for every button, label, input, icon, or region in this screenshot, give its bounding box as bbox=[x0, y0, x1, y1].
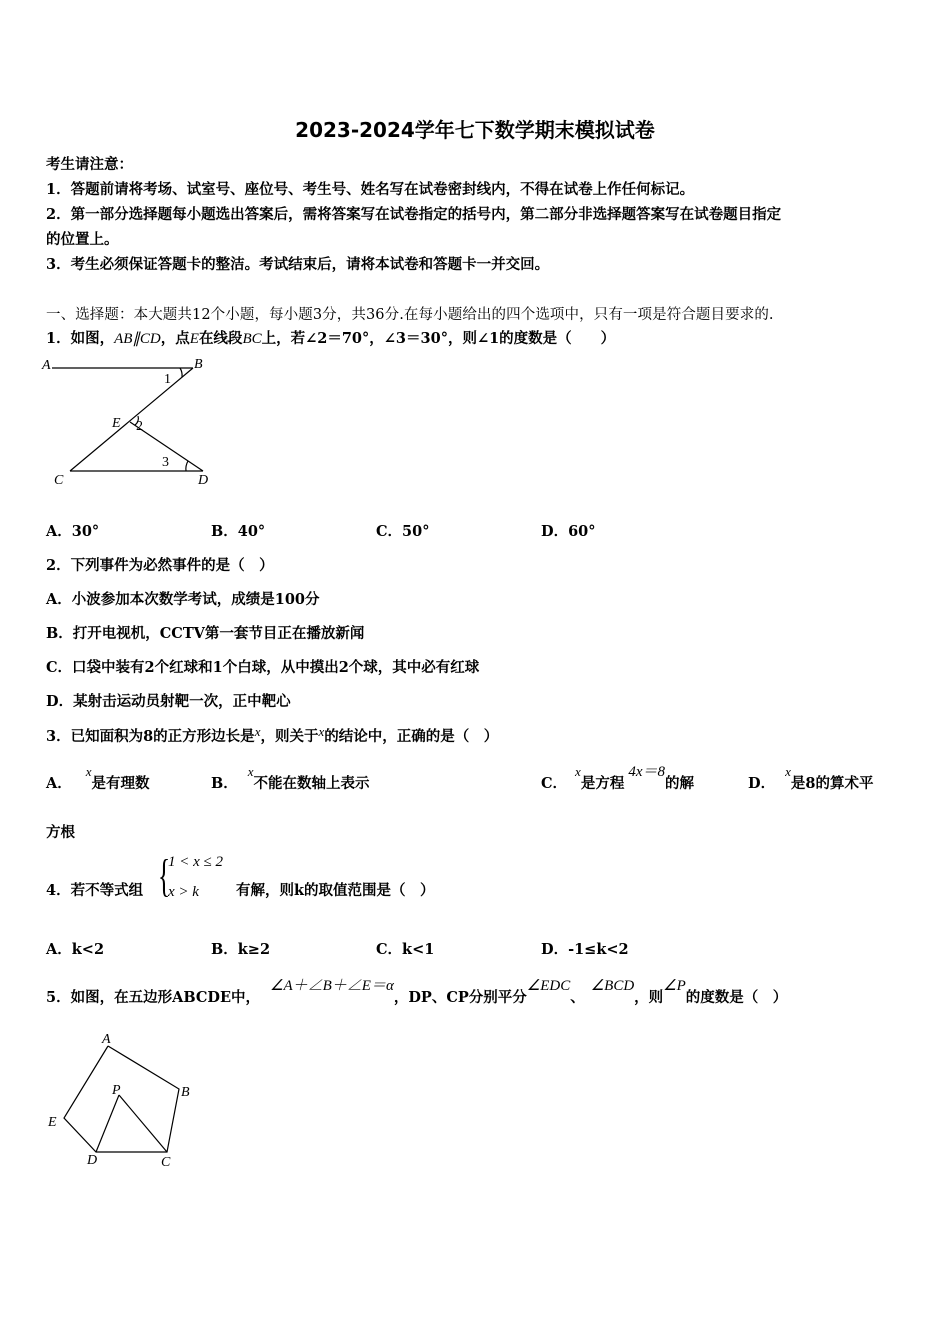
q3-option-c-text: 是方程 bbox=[580, 775, 625, 792]
q5-stem-text: 5．如图，在五边形ABCDE中， bbox=[46, 989, 261, 1006]
pentagon-abcde bbox=[64, 1046, 179, 1152]
q1-option-a[interactable]: A．30° bbox=[46, 523, 100, 540]
q3-option-d-cont: 方根 bbox=[46, 824, 75, 841]
label-e: E bbox=[112, 416, 121, 431]
label-e: E bbox=[48, 1115, 57, 1130]
angle-1-arc bbox=[180, 368, 182, 377]
q5-stem-text: 、 bbox=[570, 989, 585, 1006]
label-a: A bbox=[102, 1032, 111, 1047]
q3-stem-text: ，则关于 bbox=[260, 728, 319, 745]
q3-stem bbox=[46, 725, 498, 746]
q3-option-a-label: A． bbox=[46, 775, 72, 792]
q1-stem-math: E bbox=[189, 331, 199, 347]
label-angle-1: 1 bbox=[164, 372, 171, 387]
q1-stem-text: 在线段 bbox=[198, 330, 243, 347]
q1-option-b[interactable]: B．40° bbox=[211, 523, 266, 540]
q5-stem bbox=[46, 978, 788, 1007]
q2-option-b[interactable]: B．打开电视机，CCTV第一套节目正在播放新闻 bbox=[46, 625, 365, 642]
q3-option-d-label: D． bbox=[748, 775, 776, 792]
q3-option-d-text: 是8的算术平 bbox=[790, 775, 874, 792]
q3-option-c-math: x bbox=[575, 764, 581, 779]
notice-item-2: 2．第一部分选择题每小题选出答案后，需将答案写在试卷指定的括号内，第二部分非选择题答案写在试卷题目指定 bbox=[46, 206, 782, 223]
label-c: C bbox=[54, 473, 64, 488]
section-heading: 一、选择题：本大题共12个小题，每小题3分，共36分.在每小题给出的四个选项中，只有一项是符合题目要求的. bbox=[46, 307, 774, 323]
q4-option-d[interactable]: D．-1≤k<2 bbox=[541, 941, 629, 958]
q5-stem-text: 的度数是（ ） bbox=[685, 989, 788, 1006]
label-d: D bbox=[87, 1153, 98, 1168]
q1-option-d[interactable]: D．60° bbox=[541, 523, 596, 540]
label-p: P bbox=[112, 1083, 121, 1098]
q4-brace: { bbox=[157, 850, 171, 901]
segment-pc bbox=[119, 1095, 167, 1152]
q3-option-d[interactable] bbox=[748, 764, 874, 793]
q2-option-d[interactable]: D．某射击运动员射靶一次，正中靶心 bbox=[46, 693, 291, 710]
q3-option-b-label: B． bbox=[211, 775, 238, 792]
q5-stem-text: ，则 bbox=[634, 989, 664, 1006]
q5-stem-text: ，DP、CP分别平分 bbox=[393, 989, 527, 1006]
q3-option-c-label: C． bbox=[541, 775, 568, 792]
label-b: B bbox=[194, 357, 203, 372]
notice-item-1: 1．答题前请将考场、试室号、座位号、考生号、姓名写在试卷密封线内，不得在试卷上作任何标记。 bbox=[46, 181, 695, 198]
label-angle-3: 3 bbox=[162, 455, 169, 470]
q4-inequality-1: 1 < x ≤ 2 bbox=[168, 854, 224, 870]
q2-stem: 2．下列事件为必然事件的是（ ） bbox=[46, 557, 274, 574]
segment-bc bbox=[70, 368, 193, 471]
q4-option-b[interactable]: B．k≥2 bbox=[211, 941, 271, 958]
q1-stem bbox=[46, 327, 615, 348]
segment-pd bbox=[96, 1095, 119, 1152]
q1-stem-text: 1．如图， bbox=[46, 330, 115, 347]
q3-option-a-text: 是有理数 bbox=[91, 775, 150, 792]
label-b: B bbox=[181, 1085, 190, 1100]
q4-inequality-2: x > k bbox=[168, 884, 199, 900]
angle-3-arc bbox=[186, 461, 188, 471]
notice-item-3: 3．考生必须保证答题卡的整洁。考试结束后，请将本试卷和答题卡一并交回。 bbox=[46, 256, 550, 273]
q3-stem-text: 3．已知面积为8的正方形边长是 bbox=[46, 728, 255, 745]
q3-option-b-math: x bbox=[247, 764, 254, 779]
q1-stem-math: BC bbox=[242, 331, 262, 347]
q3-option-d-math: x bbox=[785, 764, 791, 779]
q3-option-a-math: x bbox=[85, 764, 92, 779]
label-angle-2: 2 bbox=[136, 419, 143, 434]
q3-option-c[interactable] bbox=[541, 764, 694, 793]
q1-figure bbox=[40, 352, 225, 492]
q4-stem-start: 4．若不等式组 bbox=[46, 882, 144, 899]
q3-option-b[interactable] bbox=[211, 764, 370, 793]
q5-angle-edc: ∠EDC bbox=[526, 978, 571, 994]
notice-item-2-cont: 的位置上。 bbox=[46, 231, 119, 248]
q4-option-a[interactable]: A．k<2 bbox=[46, 941, 105, 958]
q1-stem-math: AB∥CD bbox=[114, 331, 161, 347]
label-d: D bbox=[198, 473, 209, 488]
q1-stem-text: ，点 bbox=[160, 330, 190, 347]
q1-option-c[interactable]: C．50° bbox=[376, 523, 430, 540]
q3-option-c-equation: 4x＝8 bbox=[628, 764, 665, 780]
q1-stem-text: 上，若∠2＝70°，∠3＝30°，则∠1的度数是（ ） bbox=[261, 330, 616, 347]
q3-stem-math: x bbox=[254, 724, 261, 739]
q5-figure bbox=[44, 1030, 204, 1175]
q2-option-a[interactable]: A．小波参加本次数学考试，成绩是100分 bbox=[46, 591, 320, 608]
label-c: C bbox=[161, 1155, 171, 1170]
label-a: A bbox=[42, 358, 51, 373]
notice-heading: 考生请注意： bbox=[46, 156, 133, 173]
q3-stem-math: x bbox=[318, 724, 325, 739]
q4-stem-end: 有解，则k的取值范围是（ ） bbox=[236, 882, 435, 899]
q5-angle-p: ∠P bbox=[663, 978, 686, 994]
q5-angle-sum: ∠A＋∠B＋∠E＝α bbox=[270, 978, 394, 994]
q3-option-b-text: 不能在数轴上表示 bbox=[253, 775, 370, 792]
q2-option-c[interactable]: C．口袋中装有2个红球和1个白球，从中摸出2个球，其中必有红球 bbox=[46, 659, 480, 676]
q3-option-a[interactable] bbox=[46, 764, 150, 793]
q4-option-c[interactable]: C．k<1 bbox=[376, 941, 435, 958]
q3-stem-text: 的结论中，正确的是（ ） bbox=[324, 728, 499, 745]
q5-angle-bcd: ∠BCD bbox=[590, 978, 635, 994]
q3-option-c-text: 的解 bbox=[665, 775, 694, 792]
page-title: 2023-2024学年七下数学期末模拟试卷 bbox=[295, 118, 655, 142]
